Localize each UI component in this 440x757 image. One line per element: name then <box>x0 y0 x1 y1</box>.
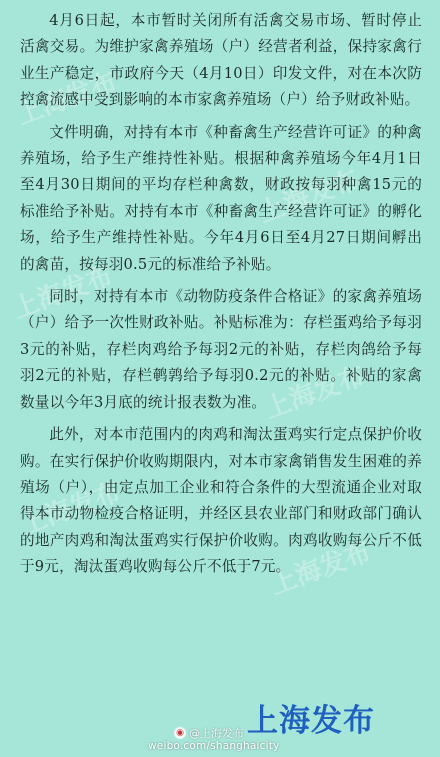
paragraph-protective-purchase: 此外，对本市范围内的肉鸡和淘汰蛋鸡实行定点保护价收购。在实行保护价收购期限内，对本市家禽销售发生困难的养殖场（户），由定点加工企业和符合条件的大型流通企业对取得本市动物检疫合格证明，并经区县农业部门和财政部门确认的地产肉鸡和淘汰蛋鸡实行保护价收购。肉鸡收购每公斤不低于9元，淘汰蛋鸡收购每公斤不低于7元。 <box>20 426 422 576</box>
paragraph-breeding-subsidy: 文件明确，对持有本市《种畜禽生产经营许可证》的种禽养殖场，给予生产维持性补贴。根据种禽养殖场今年4月1日至4月30日期间的平均存栏种禽数，财政按每羽种禽15元的标准给予补贴。对持有本市《种畜禽生产经营许可证》的孵化场，给予生产维持性补贴。今年4月6日至4月27日期间孵出的禽苗，按每羽0.5元的标准给予补贴。 <box>20 123 422 273</box>
weibo-credit-bar <box>0 725 440 757</box>
watermark: 上海发布 <box>260 360 369 425</box>
weibo-icon: ◉ <box>174 727 186 739</box>
credit-row <box>174 725 244 741</box>
watermark: 上海发布 <box>254 164 363 229</box>
weibo-url[interactable]: weibo.com/shanghaicity <box>148 740 280 752</box>
article-body <box>20 8 422 587</box>
watermark: 上海发布 <box>266 536 375 601</box>
shanghai-fabu-logo: 上海发布 <box>247 703 375 739</box>
watermark: 上海发布 <box>8 260 117 325</box>
paragraph-market-closure: 4月6日起，本市暂时关闭所有活禽交易市场、暂时停止活禽交易。为维护家禽养殖场（户）经营者利益，保持家禽行业生产稳定，市政府今天（4月10日）印发文件，对在本次防控禽流感中受到影响的本市家禽养殖场（户）给予财政补贴。 <box>20 12 422 109</box>
watermark: 上海发布 <box>12 66 121 131</box>
paragraph-one-time-subsidy: 同时，对持有本市《动物防疫条件合格证》的家禽养殖场（户）给予一次性财政补贴。补贴标准为：存栏蛋鸡给予每羽3元的补贴，存栏肉鸡给予每羽2元的补贴，存栏肉鸽给予每羽2元的补贴，存栏鹌鹑给予每羽0.2元的补贴。补贴的家禽数量以今年3月底的统计报表数为准。 <box>20 288 422 411</box>
watermark: 上海发布 <box>16 476 125 541</box>
weibo-credit[interactable]: @上海发布 <box>189 727 244 740</box>
